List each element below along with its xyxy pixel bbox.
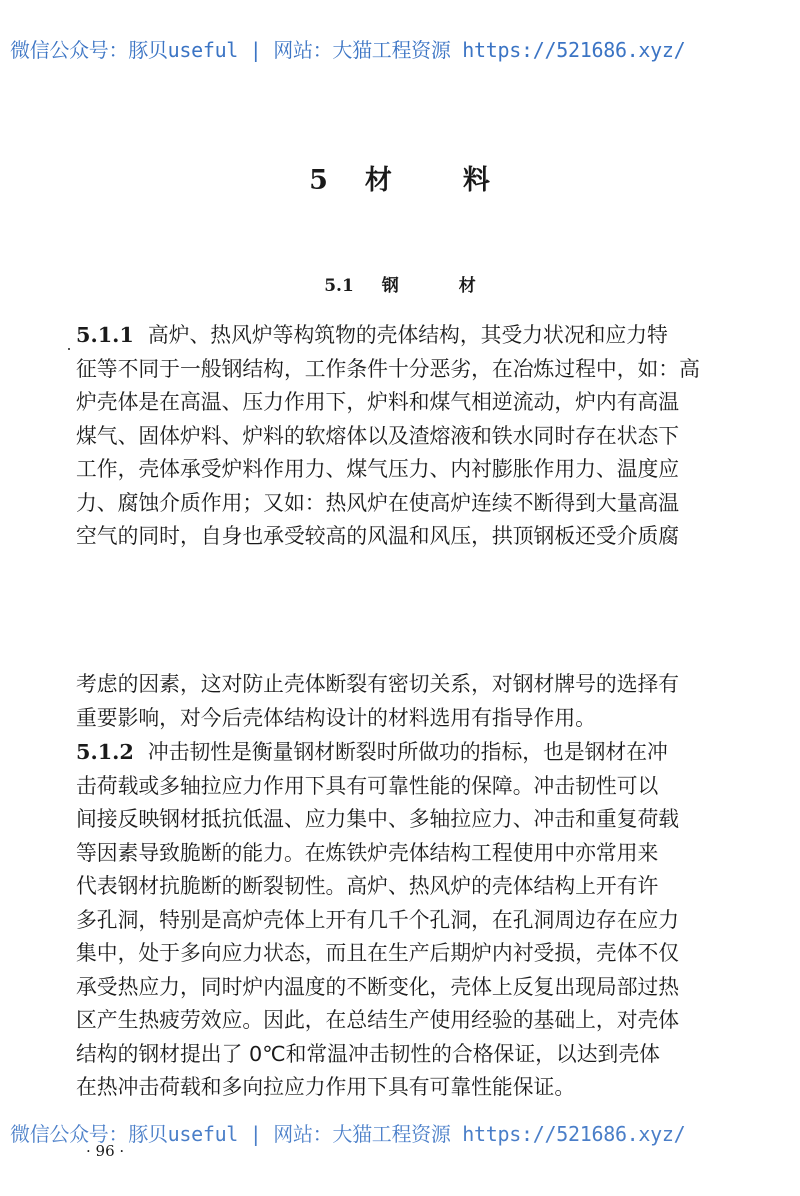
text-line: 间接反映钢材抵抗低温、应力集中、多轴拉应力、冲击和重复荷载 [76,807,680,831]
text-line: 煤气、固体炉料、炉料的软熔体以及渣熔液和铁水同时存在状态下 [76,423,680,448]
text-line: 工作，壳体承受炉料作用力、煤气压力、内衬膨胀作用力、温度应 [76,457,680,481]
text-line [76,735,740,770]
text-line: 承受热应力，同时炉内温度的不断变化，壳体上反复出现局部过热 [76,974,680,999]
chapter-title [0,158,800,197]
section-title [0,271,800,296]
text-line: 等因素导致脆断的能力。在炼铁炉壳体结构工程使用中亦常用来 [76,840,659,865]
section-title-part2: 材 [458,276,476,296]
margin-dot [68,348,70,350]
text-line: 代表钢材抗脆断的断裂韧性。高炉、热风炉的壳体结构上开有许 [76,874,659,898]
chapter-title-part1: 材 [364,165,393,196]
page-number: · 96 · [86,1142,125,1160]
text-line: 空气的同时，自身也承受较高的风温和风压，拱顶钢板还受介质腐 [76,524,680,548]
text-line: 重要影响，对今后壳体结构设计的材料选用有指导作用。 [76,705,596,730]
text-line: 区产生热疲劳效应。因此，在总结生产使用经验的基础上，对壳体 [76,1008,680,1032]
text-line: 考虑的因素，这对防止壳体断裂有密切关系，对钢材牌号的选择有 [76,672,680,696]
text-line: 在热冲击荷载和多向拉应力作用下具有可靠性能保证。 [76,1075,576,1099]
clause-5-1-2-block [76,668,740,1105]
text-line [76,318,740,353]
clause-number: 5.1.2 [76,739,134,764]
text-line: 力、腐蚀介质作用；又如：热风炉在使高炉连续不断得到大量高温 [76,490,680,515]
line-text: 冲击韧性是衡量钢材断裂时所做功的指标，也是钢材在冲 [147,740,668,764]
chapter-title-part2: 料 [462,165,491,196]
section-number: 5.1 [324,276,354,296]
text-line: 多孔洞，特别是高炉壳体上开有几千个孔洞，在孔洞周边存在应力 [76,907,680,932]
text-line: 征等不同于一般钢结构，工作条件十分恶劣，在冶炼过程中，如：高 [76,356,700,381]
clause-5-1-1 [76,318,740,554]
line-text: 高炉、热风炉等构筑物的壳体结构，其受力状况和应力特 [147,323,668,347]
text-line: 集中，处于多向应力状态，而且在生产后期炉内衬受损，壳体不仅 [76,941,680,965]
section-title-part1: 钢 [381,276,399,296]
text-line: 击荷载或多轴拉应力作用下具有可靠性能的保障。冲击韧性可以 [76,773,659,798]
watermark-top: 微信公众号：豚贝useful | 网站：大猫工程资源 https://521686.xyz/ [10,38,686,62]
watermark-bottom: 微信公众号：豚贝useful | 网站：大猫工程资源 https://521686.xyz/ [10,1122,686,1146]
chapter-number: 5 [309,165,329,196]
text-line: 结构的钢材提出了 0℃和常温冲击韧性的合格保证，以达到壳体 [76,1041,660,1066]
clause-number: 5.1.1 [76,322,134,347]
text-line: 炉壳体是在高温、压力作用下，炉料和煤气相逆流动，炉内有高温 [76,390,680,414]
